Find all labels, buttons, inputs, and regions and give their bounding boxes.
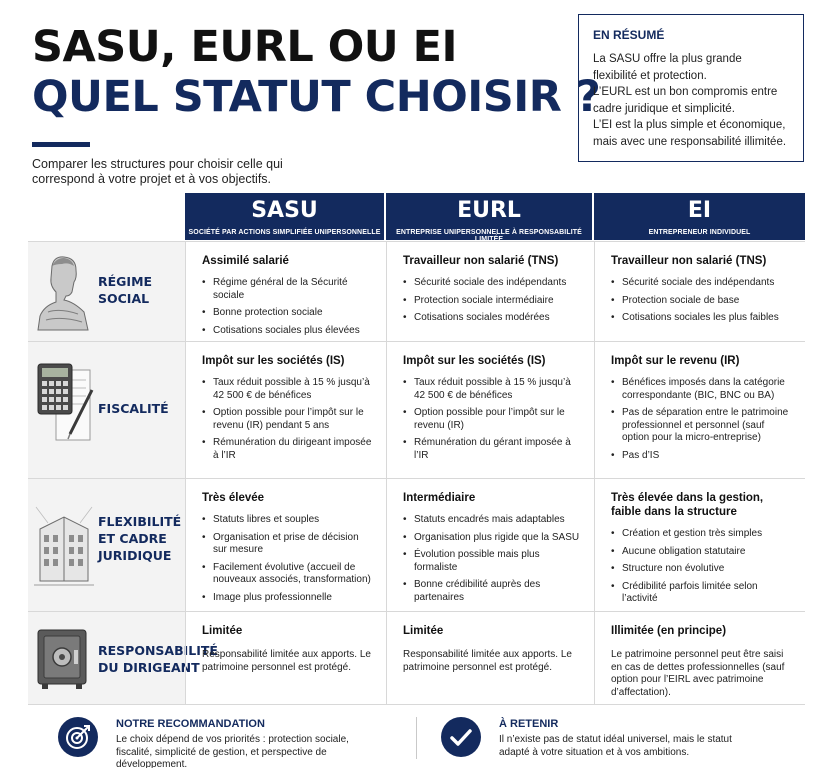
cell-heading: Impôt sur les sociétés (IS) xyxy=(403,355,546,367)
recommendation-text: Le choix dépend de vos priorités : protection sociale, fiscalité, simplicité de gestion, et perspective de développement. xyxy=(116,734,349,768)
bust-icon xyxy=(34,252,90,332)
summary-heading: EN RÉSUMÉ xyxy=(593,28,665,42)
cell-heading: Illimitée (en principe) xyxy=(611,625,727,637)
row-label xyxy=(28,342,185,478)
cell-heading: Très élevée xyxy=(202,492,265,504)
table-cell xyxy=(185,479,386,611)
table-cell xyxy=(386,479,594,611)
row-label-line: DU DIRIGEANT xyxy=(98,660,200,675)
row-label-line: FLEXIBILITÉ xyxy=(98,514,182,529)
table-cell xyxy=(594,612,805,704)
row-label-line: SOCIAL xyxy=(98,291,150,306)
cell-heading: Travailleur non salarié (TNS) xyxy=(403,255,559,267)
title-line-2: QUEL STATUT CHOISIR ? xyxy=(32,72,601,122)
column-subtitle: SOCIÉTÉ PAR ACTIONS SIMPLIFIÉE UNIPERSONNELLE xyxy=(188,229,381,236)
footer xyxy=(0,705,833,768)
table-cell xyxy=(185,612,386,704)
list-item: • Cotisations sociales modérées xyxy=(403,312,580,325)
column-title: SASU xyxy=(251,198,318,223)
list-item: • Sécurité sociale des indépendants xyxy=(611,277,791,290)
summary-box xyxy=(578,14,804,162)
list-item: • Structure non évolutive xyxy=(611,563,791,576)
column-header-ei xyxy=(594,193,805,240)
list-item: • Statuts libres et souples xyxy=(202,514,372,527)
cell-heading: Limitée xyxy=(202,625,243,637)
list-item: • Taux réduit possible à 15 % jusqu’à 42 500 € de bénéfices xyxy=(403,377,580,402)
list-item: • Bonne crédibilité auprès des partenaires xyxy=(403,579,580,604)
table-cell xyxy=(386,242,594,341)
cell-heading: Limitée xyxy=(403,625,444,637)
summary-line: L’EURL est un bon compromis entre cadre juridique et simplicité. xyxy=(593,86,778,115)
cell-heading: Intermédiaire xyxy=(403,492,476,504)
list-item: • Crédibilité parfois limitée selon l’activité xyxy=(611,581,791,606)
summary-line: L’EI est la plus simple et économique, mais avec une responsabilité illimitée. xyxy=(593,119,787,148)
page-title xyxy=(32,22,600,122)
column-subtitle: ENTREPRENEUR INDIVIDUEL xyxy=(648,229,751,236)
list-item: • Option possible pour l’impôt sur le revenu (IR) xyxy=(403,407,580,432)
column-title: EURL xyxy=(457,198,521,223)
list-item: • Image plus professionnelle xyxy=(202,592,372,605)
building-icon xyxy=(34,501,94,591)
list-item: • Rémunération du dirigeant imposée à l’IR xyxy=(202,437,372,462)
intro-text: Comparer les structures pour choisir celle qui correspond à votre projet et à vos objectifs. xyxy=(32,157,283,186)
list-item: • Création et gestion très simples xyxy=(611,528,791,541)
table-row-regime-social xyxy=(28,241,805,341)
list-item: • Bonne protection sociale xyxy=(202,307,372,320)
cell-text: Responsabilité limitée aux apports. Le patrimoine personnel est protégé. xyxy=(202,649,371,673)
column-header-sasu xyxy=(185,193,384,240)
list-item: • Cotisations sociales les plus faibles xyxy=(611,312,791,325)
list-item: • Protection sociale de base xyxy=(611,295,791,308)
remember-text: Il n’existe pas de statut idéal universel, mais le statut adapté à votre situation et à vos ambitions. xyxy=(499,734,732,758)
table-row-flexibilite xyxy=(28,478,805,611)
list-item: • Option possible pour l’impôt sur le revenu (IR) pendant 5 ans xyxy=(202,407,372,432)
title-underline xyxy=(32,142,90,147)
list-item: • Pas de séparation entre le patrimoine professionnel et personnel (sauf option pour la micro-entreprise) xyxy=(611,407,791,445)
comparison-table xyxy=(28,193,805,705)
list-item: • Régime général de la Sécurité sociale xyxy=(202,277,372,302)
list-item: • Sécurité sociale des indépendants xyxy=(403,277,580,290)
row-label-line: JURIDIQUE xyxy=(98,548,172,563)
list-item: • Aucune obligation statutaire xyxy=(611,546,791,559)
checkmark-icon xyxy=(441,717,481,757)
column-header-eurl xyxy=(386,193,592,243)
title-line-1: SASU, EURL OU EI xyxy=(32,22,458,72)
target-icon xyxy=(58,717,98,757)
row-label xyxy=(28,479,185,611)
row-label xyxy=(28,242,185,341)
row-label xyxy=(28,612,218,704)
list-item: • Bénéfices imposés dans la catégorie correspondante (BIC, BNC ou BA) xyxy=(611,377,791,402)
list-item: • Organisation plus rigide que la SASU xyxy=(403,532,580,545)
calculator-icon xyxy=(34,360,94,450)
summary-line: La SASU offre la plus grande flexibilité et protection. xyxy=(593,53,742,82)
table-cell xyxy=(386,612,594,704)
list-item: • Rémunération du gérant imposée à l’IR xyxy=(403,437,580,462)
row-label-line: RÉGIME xyxy=(98,274,153,289)
table-cell xyxy=(594,242,805,341)
list-item: • Cotisations sociales plus élevées xyxy=(202,325,372,338)
list-item: • Pas d’IS xyxy=(611,450,791,463)
list-item: • Taux réduit possible à 15 % jusqu’à 42 500 € de bénéfices xyxy=(202,377,372,402)
column-title: EI xyxy=(687,198,712,223)
row-label-line: FISCALITÉ xyxy=(98,401,169,416)
footer-divider xyxy=(416,717,417,759)
table-cell xyxy=(185,242,386,341)
column-subtitle: ENTREPRISE UNIPERSONNELLE À RESPONSABILITÉ LIMITÉE xyxy=(396,229,582,243)
list-item: • Évolution possible mais plus formaliste xyxy=(403,549,580,574)
recommendation-heading: NOTRE RECOMMANDATION xyxy=(116,718,265,730)
cell-heading: Travailleur non salarié (TNS) xyxy=(611,255,767,267)
cell-text: Responsabilité limitée aux apports. Le patrimoine personnel est protégé. xyxy=(403,649,572,673)
safe-icon xyxy=(34,624,92,694)
table-cell xyxy=(386,342,594,478)
list-item: • Protection sociale intermédiaire xyxy=(403,295,580,308)
list-item: • Statuts encadrés mais adaptables xyxy=(403,514,580,527)
remember-heading: À RETENIR xyxy=(499,718,559,730)
table-cell xyxy=(185,342,386,478)
table-row-responsabilite xyxy=(28,611,805,705)
table-row-fiscalite xyxy=(28,341,805,478)
table-cell xyxy=(594,342,805,478)
cell-heading: Assimilé salarié xyxy=(202,255,289,267)
table-cell xyxy=(594,479,805,611)
cell-text: Le patrimoine personnel peut être saisi en cas de dettes professionnelles (sauf option pour l’EIRL avec patrimoine d’affectation). xyxy=(611,649,785,698)
cell-heading: Impôt sur le revenu (IR) xyxy=(611,355,740,367)
list-item: • Organisation et prise de décision sur mesure xyxy=(202,532,372,557)
cell-heading: Très élevée dans la gestion, faible dans la structure xyxy=(611,492,764,518)
cell-heading: Impôt sur les sociétés (IS) xyxy=(202,355,345,367)
row-label-line: ET CADRE xyxy=(98,531,167,546)
list-item: • Facilement évolutive (accueil de nouveaux associés, transformation) xyxy=(202,562,372,587)
row-label-line: RESPONSABILITÉ xyxy=(98,643,218,658)
